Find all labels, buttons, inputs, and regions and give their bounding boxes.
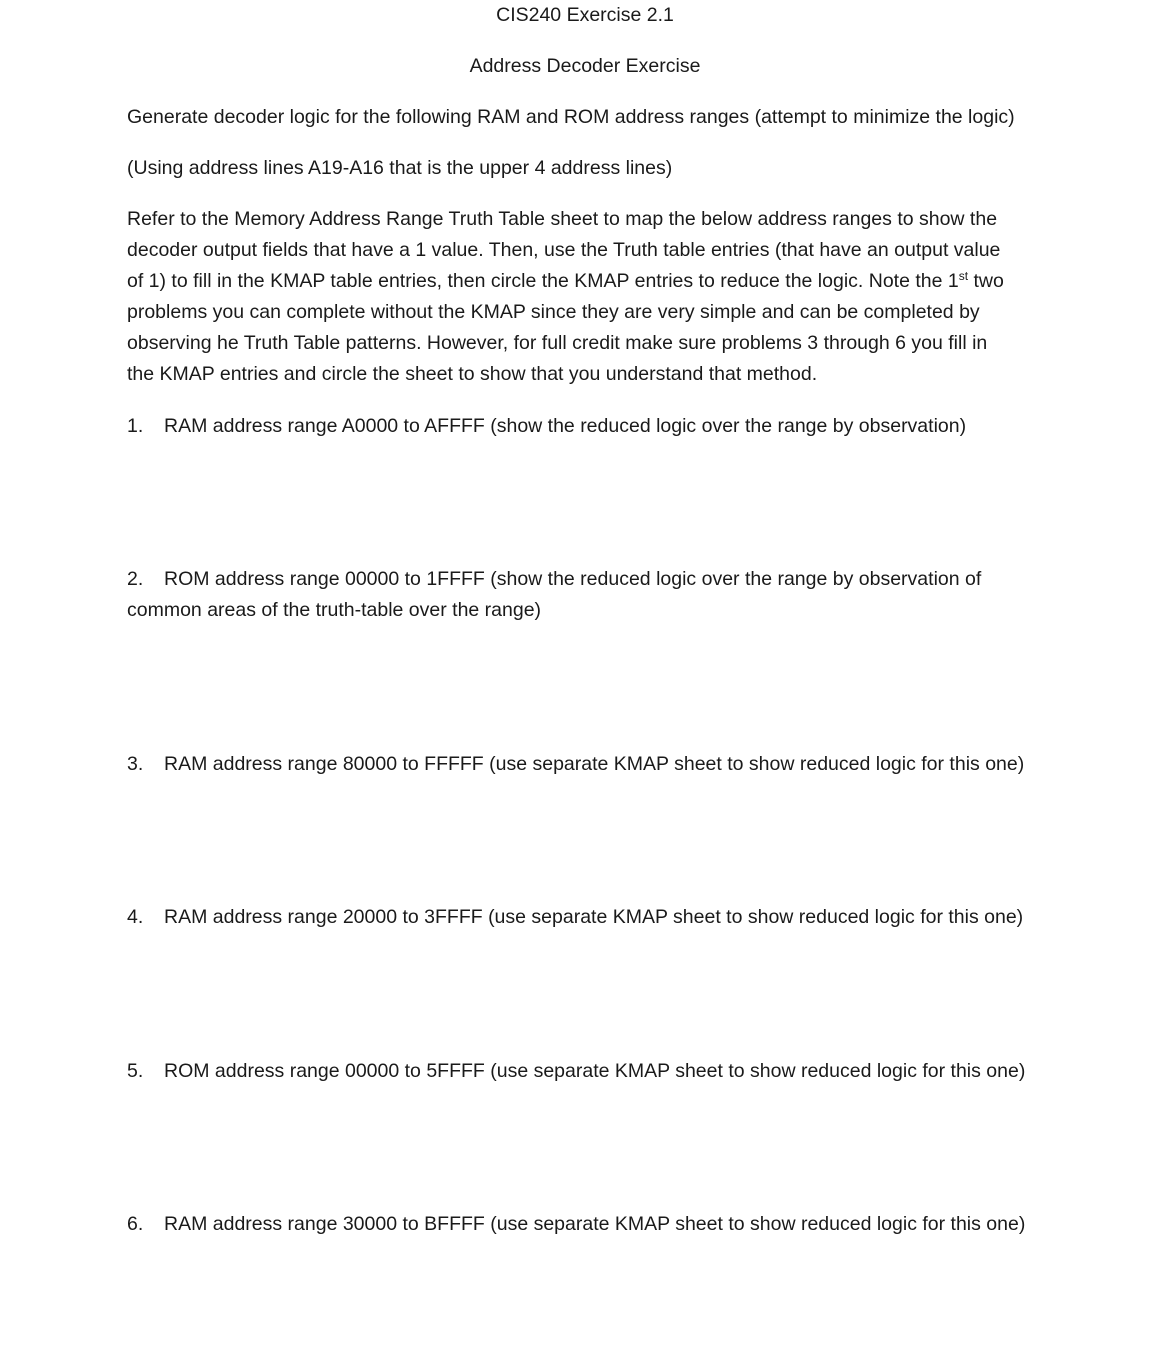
problem-6-text: RAM address range 30000 to BFFFF (use separate KMAP sheet to show reduced logic for this one) bbox=[164, 1213, 1026, 1235]
instructions-row-5: observing he Truth Table patterns. However, for full credit make sure problems 3 through 6 you fill in bbox=[127, 332, 988, 354]
document-subtitle: Address Decoder Exercise bbox=[469, 55, 701, 77]
problem-5-number: 5. bbox=[127, 1060, 144, 1082]
problem-3 bbox=[127, 749, 1024, 780]
instructions-row-2: decoder output fields that have a 1 value. Then, use the Truth table entries (that have an output value bbox=[127, 239, 1001, 261]
intro-line-2: (Using address lines A19-A16 that is the upper 4 address lines) bbox=[127, 157, 673, 179]
instructions-row-6: the KMAP entries and circle the sheet to show that you understand that method. bbox=[127, 363, 818, 385]
problem-1-number: 1. bbox=[127, 415, 144, 437]
problem-2-number: 2. bbox=[127, 568, 144, 590]
instructions-row-3-text: of 1) to fill in the KMAP table entries, then circle the KMAP entries to reduce the logic. Note the 1 bbox=[127, 270, 959, 292]
problem-3-number: 3. bbox=[127, 753, 144, 775]
problem-1-text: RAM address range A0000 to AFFFF (show the reduced logic over the range by observation) bbox=[164, 415, 967, 437]
problem-6 bbox=[127, 1209, 1025, 1240]
problem-4-number: 4. bbox=[127, 906, 144, 928]
superscript-st: st bbox=[958, 269, 969, 283]
document-title: CIS240 Exercise 2.1 bbox=[496, 4, 674, 26]
problem-4-text: RAM address range 20000 to 3FFFF (use separate KMAP sheet to show reduced logic for this one) bbox=[164, 906, 1024, 928]
problem-5-text: ROM address range 00000 to 5FFFF (use separate KMAP sheet to show reduced logic for this one) bbox=[164, 1060, 1026, 1082]
problem-4 bbox=[127, 902, 1023, 933]
problem-6-number: 6. bbox=[127, 1213, 144, 1235]
problem-2 bbox=[127, 564, 981, 595]
problem-5 bbox=[127, 1056, 1025, 1087]
instructions-row-3 bbox=[127, 266, 1057, 297]
intro-line-1: Generate decoder logic for the following RAM and ROM address ranges (attempt to minimize the logic) bbox=[127, 106, 1015, 128]
problem-2-continuation: common areas of the truth-table over the range) bbox=[127, 599, 542, 621]
problem-3-text: RAM address range 80000 to FFFFF (use separate KMAP sheet to show reduced logic for this one) bbox=[164, 753, 1025, 775]
problem-2-text: ROM address range 00000 to 1FFFF (show the reduced logic over the range by observation of bbox=[164, 568, 982, 590]
instructions-row-4: problems you can complete without the KMAP since they are very simple and can be completed by bbox=[127, 301, 980, 323]
problem-1 bbox=[127, 411, 966, 442]
instructions-row-1: Refer to the Memory Address Range Truth Table sheet to map the below address ranges to show the bbox=[127, 208, 998, 230]
instructions-row-3-tail: two bbox=[968, 270, 1004, 292]
instructions-paragraph bbox=[127, 204, 1057, 390]
